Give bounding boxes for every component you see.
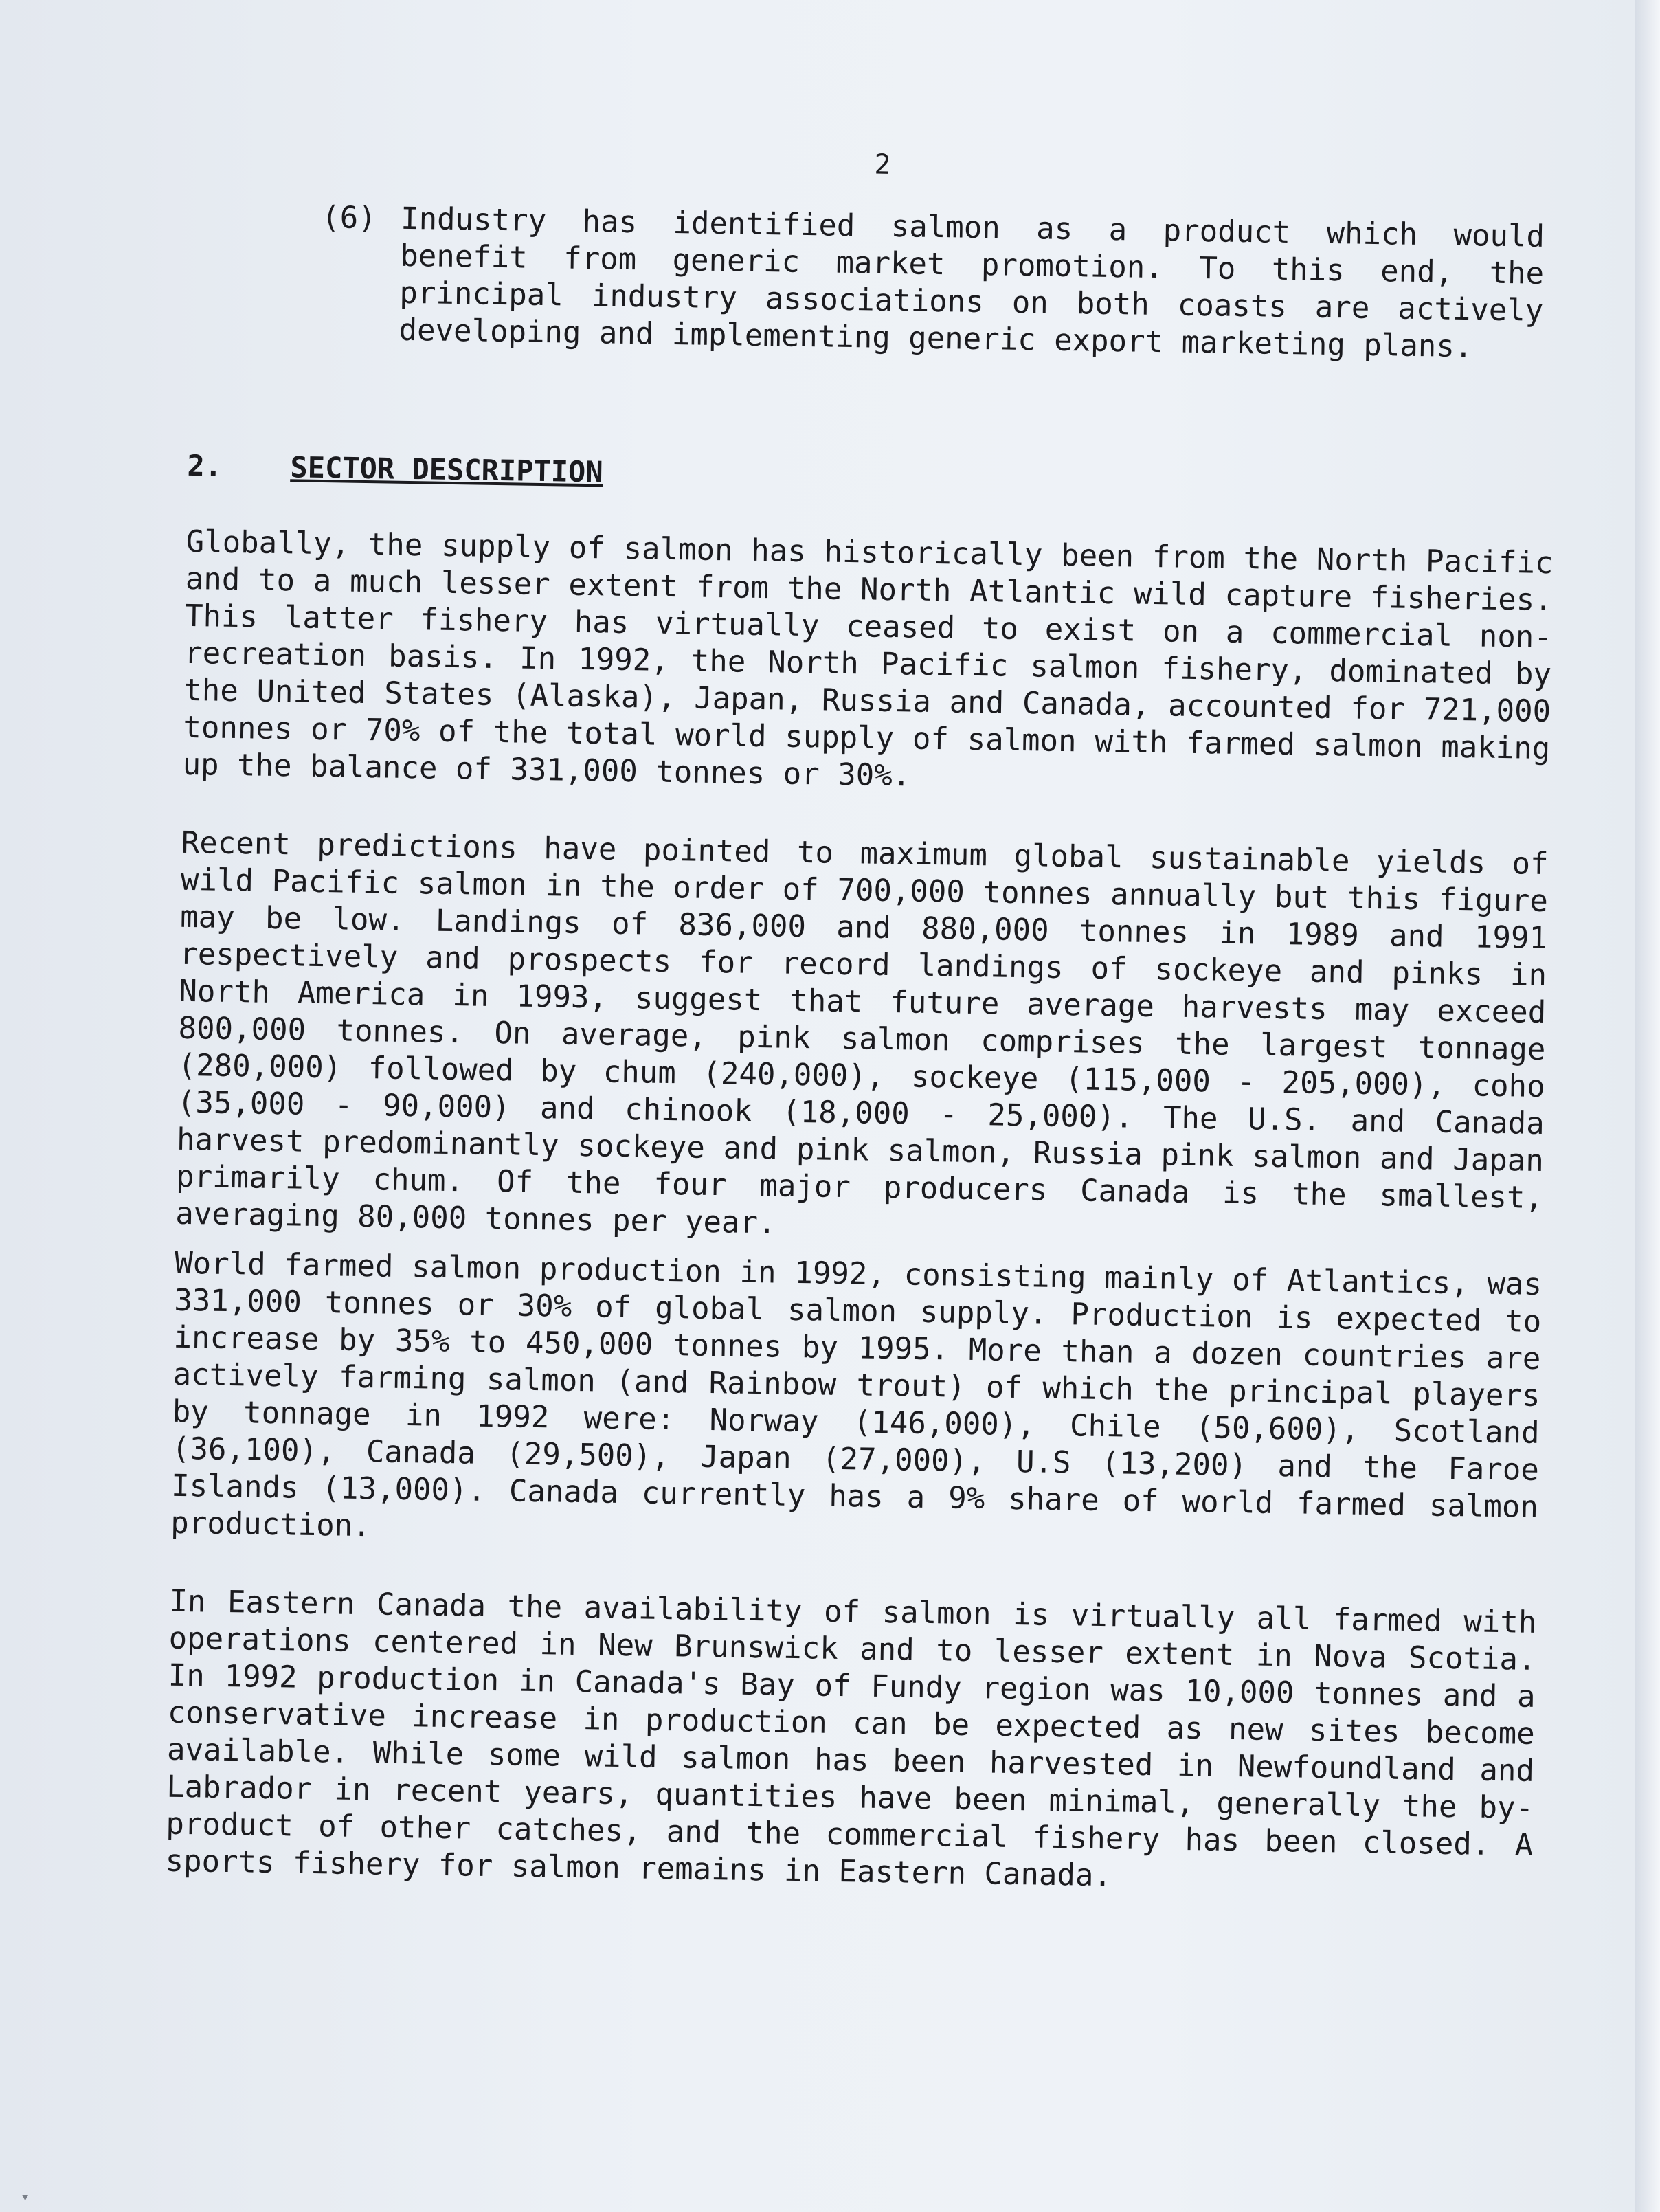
list-item-marker: (6) — [321, 199, 377, 236]
page-content — [123, 137, 1560, 1943]
paragraph-farmed-production: World farmed salmon production in 1992, consisting mainly of Atlantics, was 331,000 tonnes or 30% of global salmon supply. Production is expected to increase by 35% to 450,000 tonnes by 1995. More than a dozen countries are actively farming salmon (and Rainbow trout) of which the principal players by tonnage in 1992 were: Norway (146,000), Chile (50,600), Scotland (36,100), Canada (29,500), Japan (27,000), U.S (13,200) and the Faroe Islands (13,000). Canada currently has a 9% share of world farmed salmon production. — [170, 1245, 1543, 1544]
page-number: 2 — [874, 148, 891, 181]
paragraph-wild-yields: Recent predictions have pointed to maximum global sustainable yields of wild Pacific salmon in the order of 700,000 tonnes annually but this figure may be low. Landings of 836,000 and 880,000 tonnes in 1989 and 1991 respectively and prospects for record landings of sockeye and pinks in North America in 1993, suggest that future average harvests may exceed 800,000 tonnes. On average, pink salmon comprises the largest tonnage (280,000) followed by chum (240,000), sockeye (115,000 - 205,000), coho (35,000 - 90,000) and chinook (18,000 - 25,000). The U.S. and Canada harvest predominantly sockeye and pink salmon, Russia pink salmon and Japan primarily chum. Of the four major producers Canada is the smallest, averaging 80,000 tonnes per year. — [175, 825, 1549, 1241]
section-title: SECTOR DESCRIPTION — [290, 450, 603, 489]
list-item-text: Industry has identified salmon as a product which would benefit from generic market promotion. To this end, the principal industry associations on both coasts are actively developing and implementing generic export marketing plans. — [399, 201, 1545, 365]
paragraph-eastern-canada: In Eastern Canada the availability of salmon is virtually all farmed with operations centered in New Brunswick and to lesser extent in Nova Scotia. In 1992 production in Canada's Bay of Fundy region was 10,000 tonnes and a conservative increase in production can be expected as new sites become available. While some wild salmon has been harvested in Newfoundland and Labrador in recent years, quantities have been minimal, generally the by-product of other catches, and the commercial fishery has been closed. A sports fishery for salmon remains in Eastern Canada. — [165, 1583, 1537, 1894]
page-edge — [1635, 0, 1660, 2212]
section-number: 2. — [187, 448, 223, 483]
list-item-6 — [319, 199, 1545, 367]
paragraph-global-supply: Globally, the supply of salmon has historically been from the North Pacific and to a much lesser extent from the North Atlantic wild capture fisheries. This latter fishery has virtually ceased to exist on a commercial non-recreation basis. In 1992, the North Pacific salmon fishery, dominated by the United States (Alaska), Japan, Russia and Canada, accounted for 721,000 tonnes or 70% of the total world supply of salmon with farmed salmon making up the balance of 331,000 tonnes or 30%. — [182, 524, 1554, 794]
scan-speck: ▾ — [21, 2189, 30, 2206]
section-heading — [187, 449, 1555, 504]
